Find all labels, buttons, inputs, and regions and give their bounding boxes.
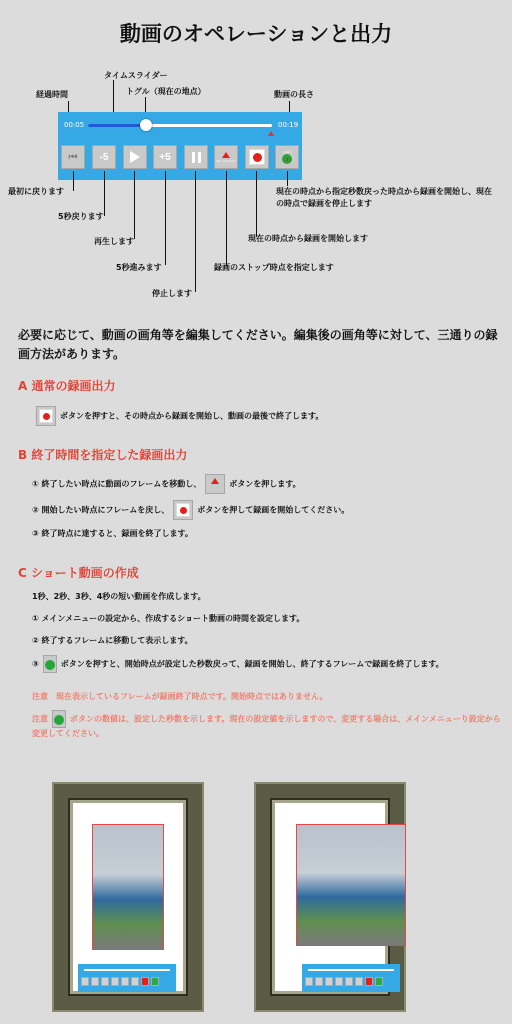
record-icon: [253, 153, 262, 162]
leader-line: [165, 171, 166, 265]
mini-player-controls: [78, 964, 176, 992]
note-1: 注意 現在表示しているフレームが録画終了時点です。開始時点ではありません。: [32, 692, 328, 701]
label-short-rec: 現在の時点から指定秒数戻った時点から録画を開始し、現在の時点で録画を停止します: [276, 187, 492, 208]
label-elapsed: 経過時間: [36, 90, 68, 99]
rewind-icon: ⏮: [68, 151, 78, 163]
section-c-heading: C ショート動画の作成: [18, 566, 139, 580]
section-b-step3: ③ 終了時点に達すると、録画を終了します。: [32, 529, 193, 538]
section-c-line4: ③ ボタンを押すと、開始時点が設定した秒数戻って、録画を開始し、終了するフレームで録画を終了します。: [32, 655, 502, 673]
section-b-heading: B 終了時間を指定した録画出力: [18, 448, 188, 462]
section-c-line1: 1秒、2秒、3秒、4秒の短い動画を作成します。: [32, 592, 206, 601]
section-c-line3: ② 終了するフレームに移動して表示します。: [32, 636, 193, 645]
section-a-text: ボタンを押すと、その時点から録画を開始し、動画の最後で終了します。: [32, 406, 323, 426]
section-a-heading: A 通常の録画出力: [18, 379, 116, 393]
label-to-start: 最初に戻ります: [8, 187, 64, 196]
pause-button[interactable]: [184, 145, 208, 169]
intro-text: 必要に応じて、動画の画角等を編集してください。編集後の画角等に対して、三通りの録画方法があります。: [18, 328, 498, 361]
time-slider-thumb[interactable]: [140, 119, 152, 131]
section-b-step2: ② 開始したい時点にフレームを戻し、 ボタンを押して録画を開始してください。: [32, 500, 349, 520]
label-back5: 5秒戻ります: [58, 212, 104, 221]
label-pause: 停止します: [152, 289, 192, 298]
record-button[interactable]: [245, 145, 269, 169]
rewind-to-start-button[interactable]: [61, 145, 85, 169]
pause-icon: [192, 152, 201, 163]
ferris-wheel-photo: [296, 824, 406, 946]
elapsed-time: 00:05: [64, 121, 85, 129]
leader-line: [195, 171, 196, 292]
mini-player-controls: [302, 964, 400, 992]
video-player-controls: [58, 112, 302, 180]
short-record-button-inline: [52, 710, 66, 728]
leader-line: [73, 171, 74, 191]
label-set-stop: 録画のストップ時点を指定します: [214, 263, 334, 272]
set-stop-button-inline: [205, 474, 225, 494]
stop-marker-icon: Rec Stop Set: [216, 152, 235, 163]
short-record-icon: 3: [282, 154, 292, 164]
leader-line: [287, 171, 288, 186]
mini-time-slider[interactable]: [308, 969, 394, 971]
label-start-rec: 現在の時点から録画を開始します: [248, 234, 368, 243]
leader-line: [226, 171, 227, 266]
stop-point-marker: [268, 131, 274, 136]
label-toggle: トグル（現在の地点）: [126, 87, 206, 96]
short-record-button-inline: [43, 655, 57, 673]
short-record-icon: [45, 660, 55, 670]
label-play: 再生します: [94, 237, 134, 246]
play-icon: [130, 151, 140, 163]
time-slider-fill: [88, 124, 143, 127]
short-record-button[interactable]: short 3: [275, 145, 299, 169]
time-slider[interactable]: [88, 124, 272, 127]
record-icon: [180, 507, 187, 514]
leader-line: [256, 171, 257, 237]
short-record-icon: [54, 715, 64, 725]
section-c-line2: ① メインメニューの設定から、作成するショート動画の時間を設定します。: [32, 614, 305, 623]
record-icon: [43, 413, 50, 420]
set-stop-button[interactable]: [214, 145, 238, 169]
record-button-inline: [173, 500, 193, 520]
leader-line: [134, 171, 135, 239]
mini-time-slider[interactable]: [84, 969, 170, 971]
label-time-slider: タイムスライダー: [104, 71, 168, 80]
forward-5-button[interactable]: +5: [153, 145, 177, 169]
label-fwd5: 5秒進みます: [116, 263, 162, 272]
ferris-wheel-photo: [92, 824, 164, 950]
record-button-inline: [36, 406, 56, 426]
label-length: 動画の長さ: [274, 90, 314, 99]
leader-line: [104, 171, 105, 216]
back-5-button[interactable]: -5: [92, 145, 116, 169]
section-b-step1: ① 終了したい時点に動画のフレームを移動し、 ボタンを押します。: [32, 474, 301, 494]
page-title: 動画のオペレーションと出力: [119, 21, 393, 46]
video-length: 00:19: [278, 121, 299, 129]
play-button[interactable]: [123, 145, 147, 169]
note-2: 注意 ボタンの数値は、設定した秒数を示します。現在の設定値を示しますので、変更する場合は、メインメニューり設定から変更してください。: [32, 710, 502, 740]
